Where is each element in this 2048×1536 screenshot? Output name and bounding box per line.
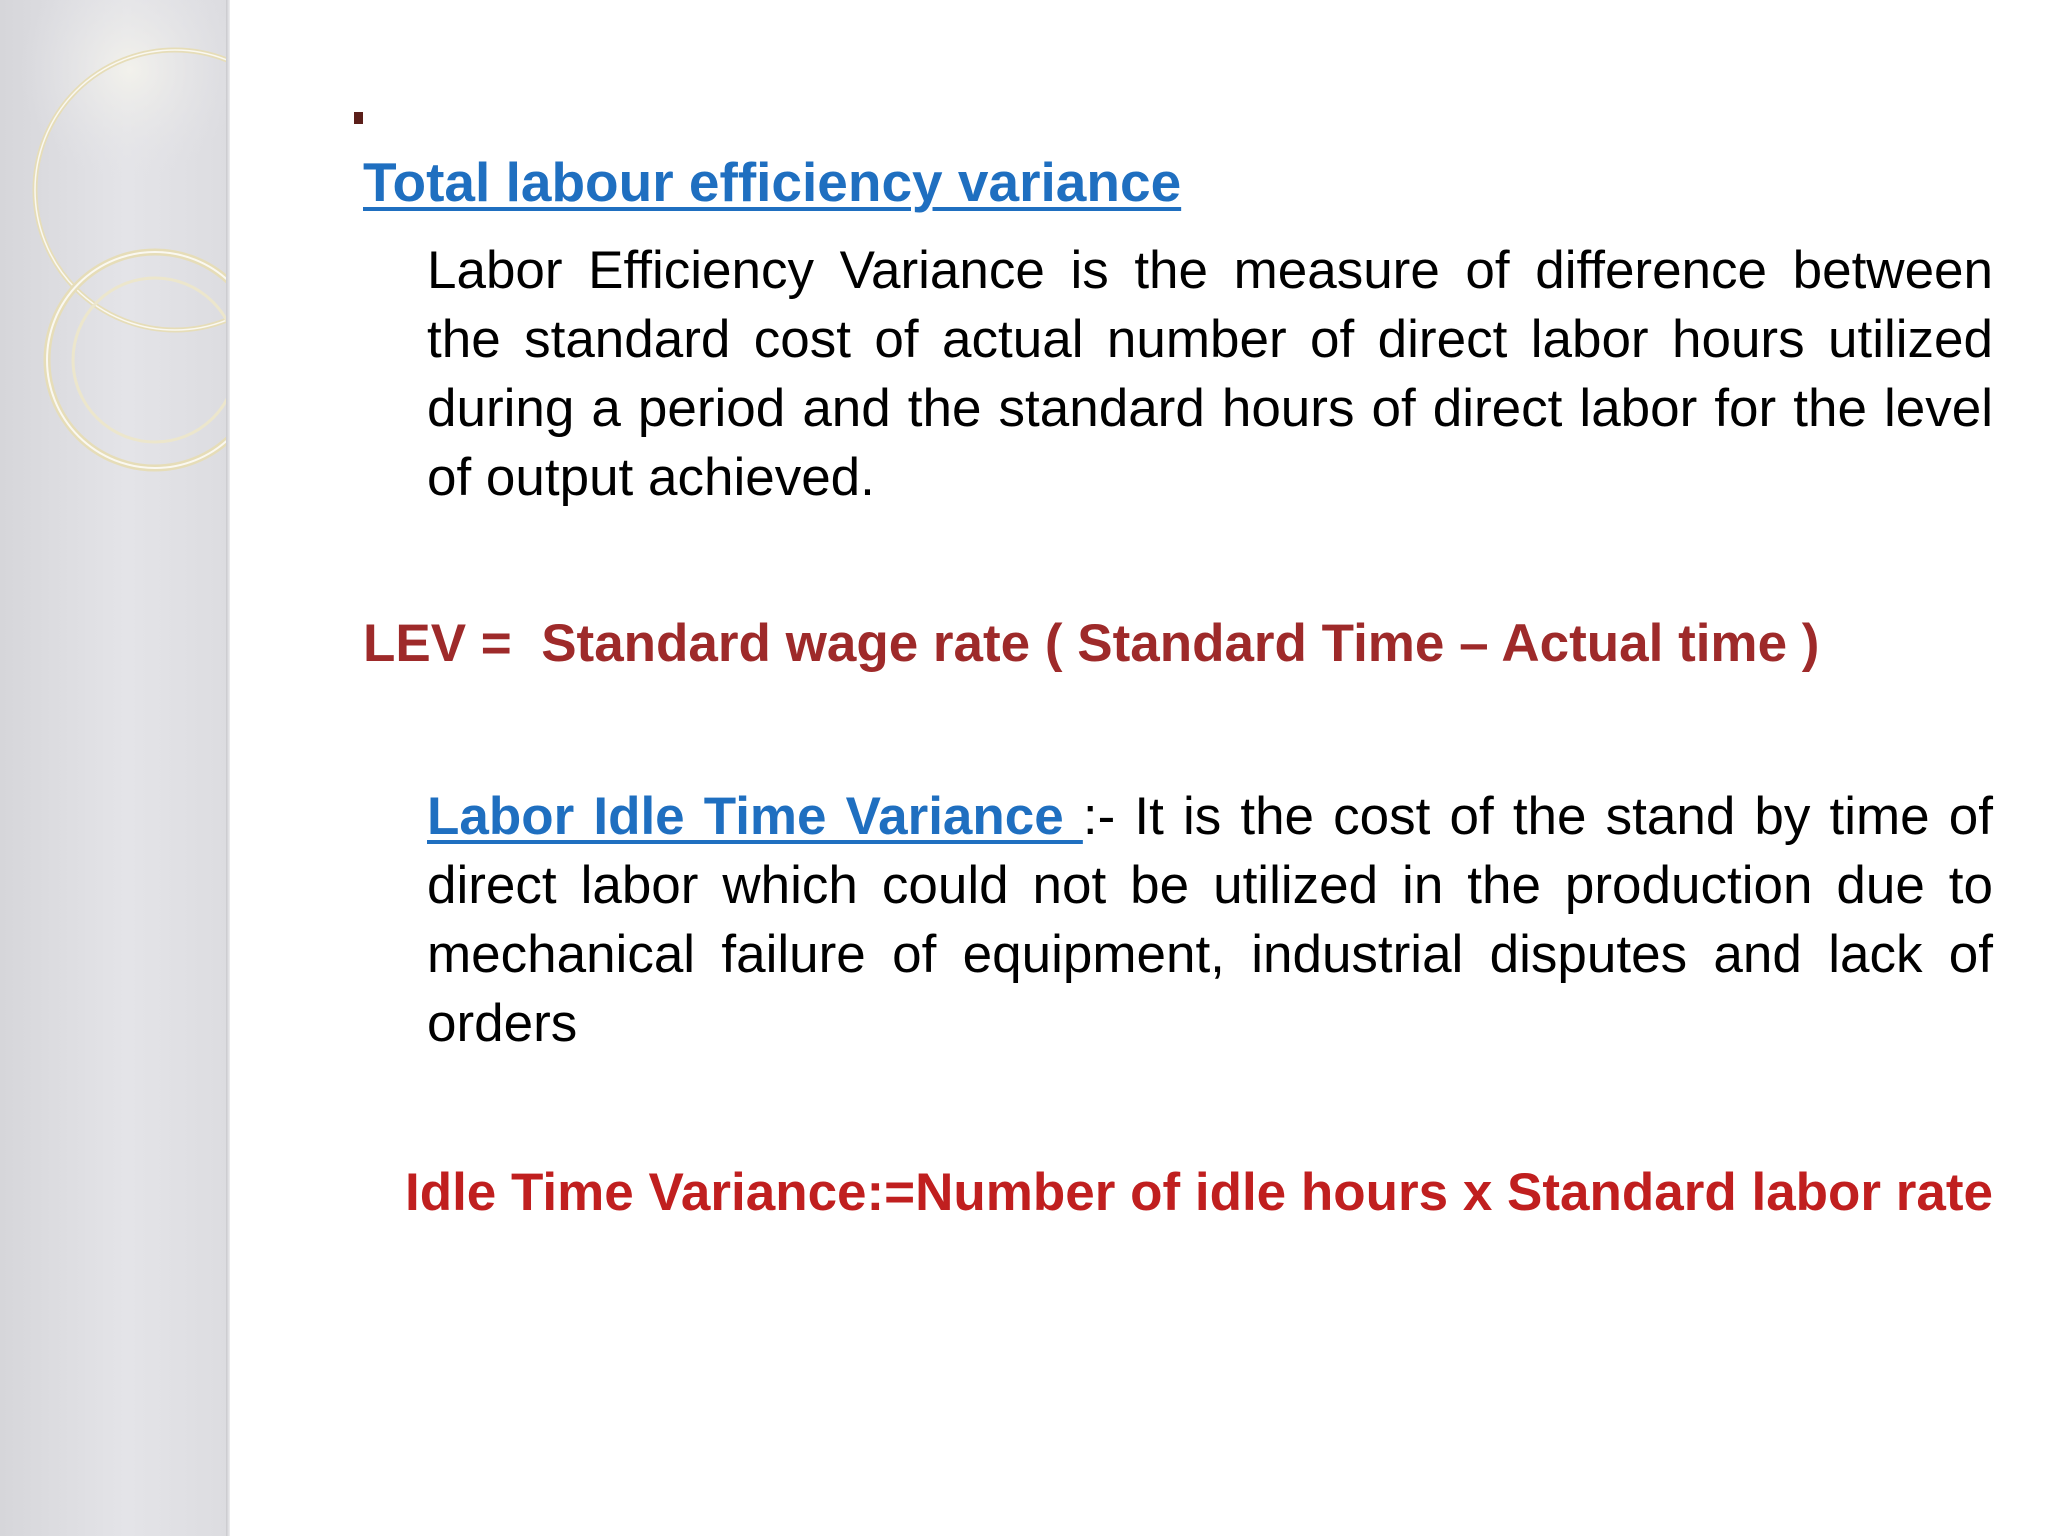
definition-paragraph: Labor Efficiency Variance is the measure of difference between the standard cost of actual number of direct labor hours utilized during a period and the standard hours of direct labor for the level of output achieved. <box>427 241 1993 507</box>
sidebar-edge <box>226 0 230 1536</box>
idle-time-term: Labor Idle Time Variance <box>427 787 1083 846</box>
idle-time-description: :- It is the cost of the stand by time of direct labor which could not be utilized in the production due to mechanical failure of equipment, industrial disputes and lack of orders <box>427 787 1993 1053</box>
idle-time-paragraph <box>427 782 1993 1058</box>
ring-glow <box>20 0 230 180</box>
bullet-marker <box>354 112 363 124</box>
small-ring-inner <box>73 278 230 442</box>
slide-heading: Total labour efficiency variance <box>363 151 1182 213</box>
lev-formula: LEV = Standard wage rate ( Standard Time – Actual time ) <box>363 614 1820 673</box>
idle-time-formula: Idle Time Variance:=Number of idle hours x Standard labor rate <box>404 1163 1993 1222</box>
decorative-rings <box>0 0 230 520</box>
decorative-sidebar <box>0 0 230 1536</box>
